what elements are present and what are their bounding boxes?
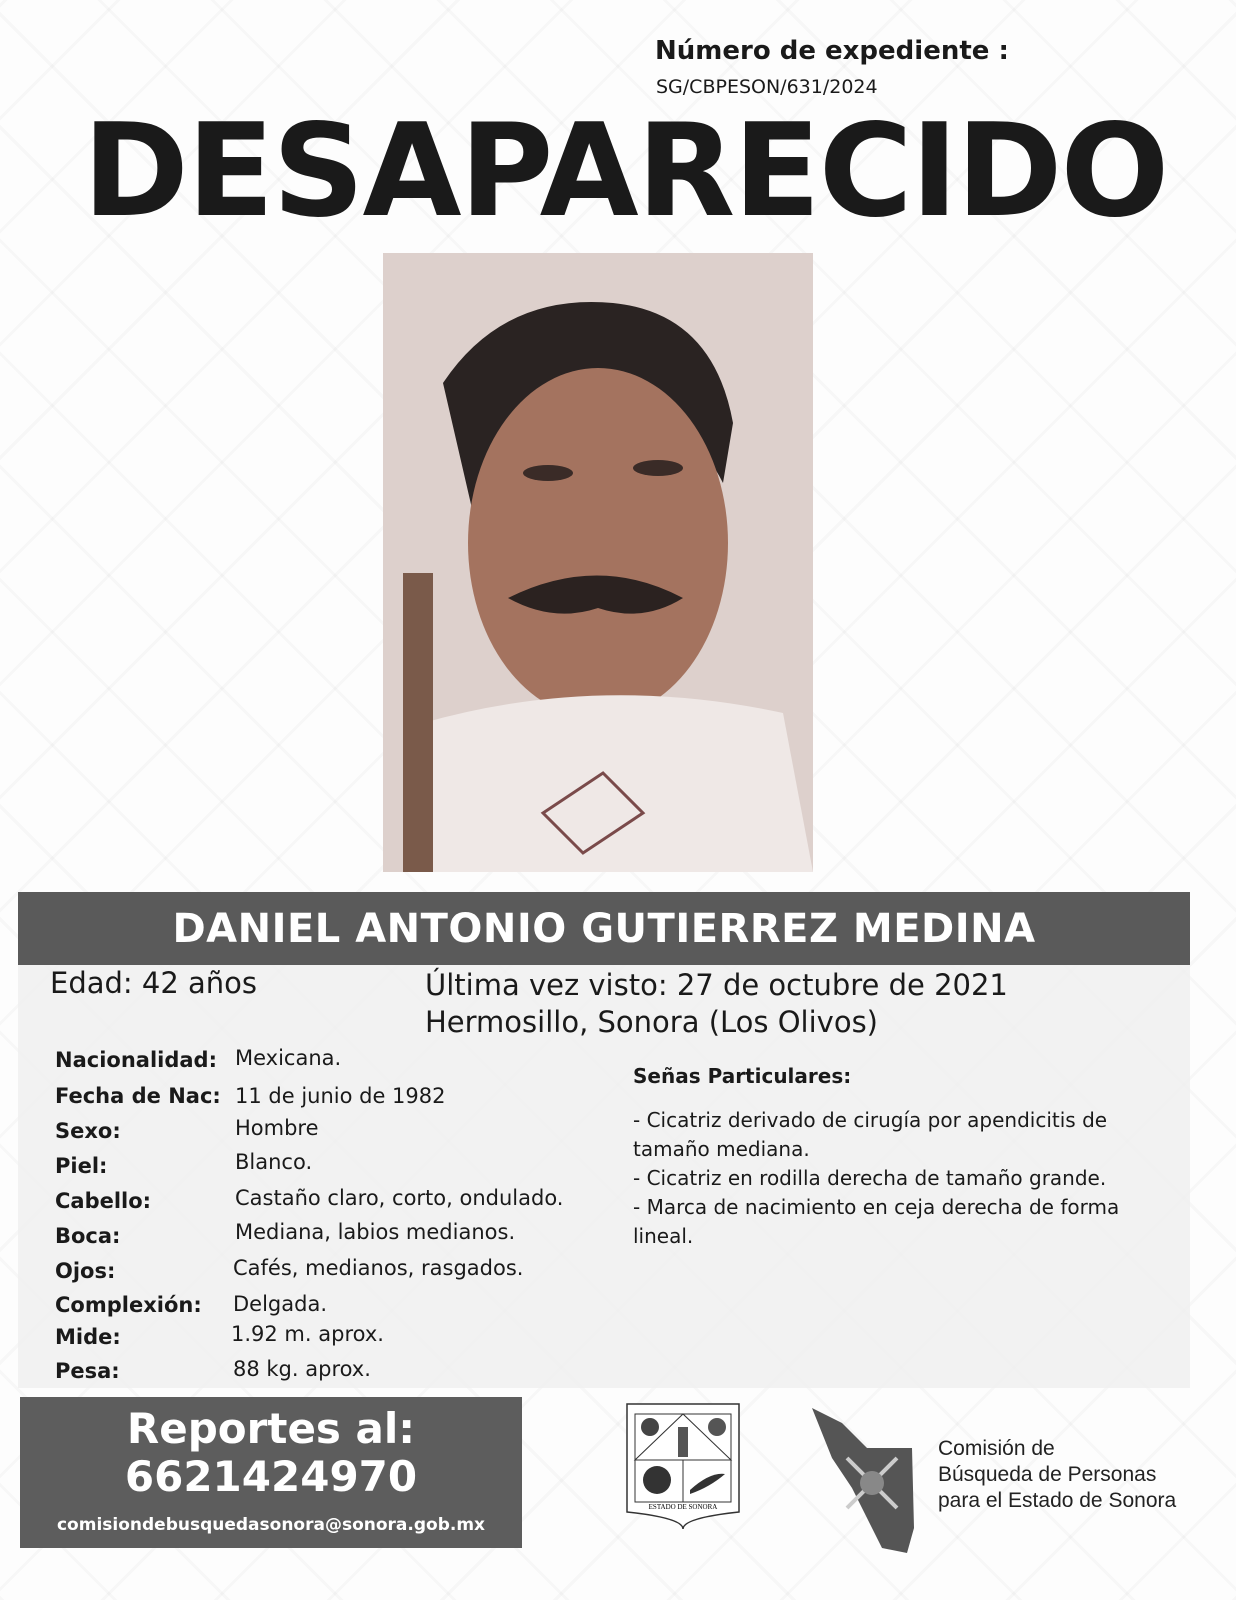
detail-label: Mide: bbox=[55, 1325, 121, 1349]
detail-label: Cabello: bbox=[55, 1189, 152, 1213]
svg-text:ESTADO DE SONORA: ESTADO DE SONORA bbox=[648, 1503, 718, 1511]
age: Edad: 42 años bbox=[50, 966, 258, 1000]
detail-value: 88 kg. aprox. bbox=[233, 1357, 371, 1381]
sonora-map-logo-icon bbox=[812, 1408, 917, 1553]
person-name-bar bbox=[18, 892, 1190, 965]
senas-title: Señas Particulares: bbox=[633, 1064, 852, 1088]
poster-title: DESAPARECIDO bbox=[82, 97, 1168, 246]
reportes-phone[interactable]: 6621424970 bbox=[124, 1452, 418, 1501]
detail-value: Castaño claro, corto, ondulado. bbox=[235, 1186, 564, 1210]
missing-person-photo bbox=[383, 253, 813, 872]
detail-value: Delgada. bbox=[233, 1292, 327, 1316]
detail-label: Boca: bbox=[55, 1224, 121, 1248]
senas-line: - Marca de nacimiento en ceja derecha de forma bbox=[633, 1195, 1120, 1219]
detail-value: Mediana, labios medianos. bbox=[235, 1220, 516, 1244]
person-name: DANIEL ANTONIO GUTIERREZ MEDINA bbox=[172, 905, 1036, 952]
detail-label: Pesa: bbox=[55, 1359, 120, 1383]
org-line: para el Estado de Sonora bbox=[938, 1489, 1177, 1512]
detail-value: 1.92 m. aprox. bbox=[231, 1322, 384, 1346]
detail-value: 11 de junio de 1982 bbox=[235, 1084, 446, 1108]
detail-label: Fecha de Nac: bbox=[55, 1084, 221, 1108]
expediente-number: SG/CBPESON/631/2024 bbox=[656, 76, 878, 98]
reportes-label: Reportes al: bbox=[126, 1404, 416, 1453]
reportes-email[interactable]: comisiondebusquedasonora@sonora.gob.mx bbox=[56, 1515, 486, 1535]
senas-line: - Cicatriz en rodilla derecha de tamaño grande. bbox=[633, 1166, 1107, 1190]
last-seen-date: Última vez visto: 27 de octubre de 2021 bbox=[425, 968, 1008, 1002]
senas-line: lineal. bbox=[633, 1224, 694, 1248]
detail-label: Sexo: bbox=[55, 1119, 121, 1143]
comision-busqueda-logo-text bbox=[938, 1436, 1176, 1514]
detail-value: Mexicana. bbox=[235, 1046, 342, 1070]
expediente-label: Número de expediente : bbox=[655, 36, 1009, 66]
detail-value: Blanco. bbox=[235, 1150, 313, 1174]
estado-de-sonora-seal-icon bbox=[625, 1402, 741, 1530]
detail-value: Hombre bbox=[235, 1116, 319, 1140]
detail-label: Piel: bbox=[55, 1154, 108, 1178]
detail-label: Ojos: bbox=[55, 1259, 116, 1283]
org-line: Comisión de bbox=[938, 1437, 1055, 1460]
senas-line: tamaño mediana. bbox=[633, 1137, 810, 1161]
org-line: Búsqueda de Personas bbox=[938, 1463, 1157, 1486]
senas-line: - Cicatriz derivado de cirugía por apendicitis de bbox=[633, 1108, 1108, 1132]
detail-value: Cafés, medianos, rasgados. bbox=[233, 1256, 524, 1280]
reportes-box bbox=[20, 1397, 522, 1548]
detail-label: Complexión: bbox=[55, 1293, 202, 1317]
last-seen-location: Hermosillo, Sonora (Los Olivos) bbox=[425, 1005, 878, 1039]
detail-label: Nacionalidad: bbox=[55, 1048, 217, 1072]
